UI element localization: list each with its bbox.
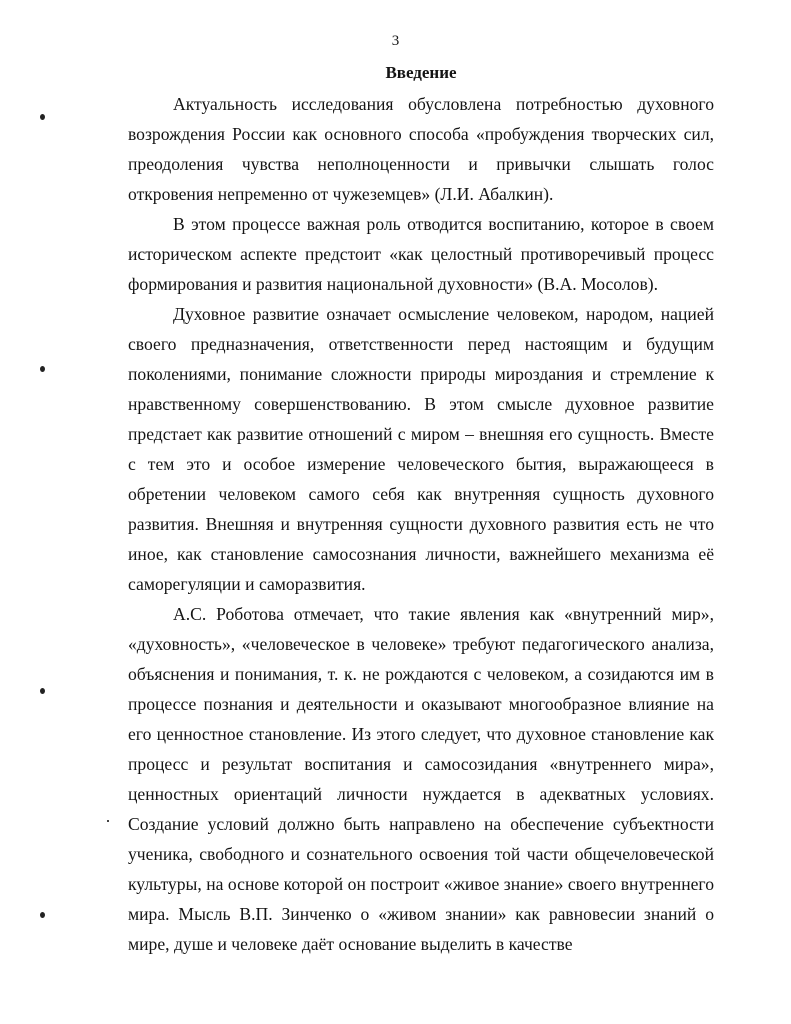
page-number: 3	[391, 33, 400, 49]
punch-mark	[40, 688, 45, 694]
paragraph-spiritual-development: Духовное развитие означает осмысление человеком, народом, нацией своего предназначения, ответственности перед настоящим и будущим поколениями, понимание сложности природы мироздания и стремление к нравственному совершенствованию. В этом смысле духовное развитие предстает как развитие отношений с миром – внешняя его сущность. Вместе с тем это и особое измерение человеческого бытия, выражающееся в обретении человеком самого себя как внутренняя сущность духовного развития. Внешняя и внутренняя сущности духовного развития есть не что иное, как становление самосознания личности, важнейшего механизма её саморегуляции и саморазвития.	[128, 304, 714, 594]
punch-mark	[40, 114, 45, 120]
section-heading: Введение	[385, 63, 457, 82]
paragraph-robotova: А.С. Роботова отмечает, что такие явления как «внутренний мир», «духовность», «человеческое в человеке» требуют педагогического анализа, объяснения и понимания, т. к. не рождаются с человеком, а созидаются им в процессе познания и деятельности и оказывают многообразное влияние на его ценностное становление. Из этого следует, что духовное становление как процесс и результат воспитания и самосозидания «внутреннего мира», ценностных ориентаций личности нуждается в адекватных условиях. Создание условий должно быть направлено на обеспечение субъектности ученика, свободного и сознательного освоения той части общечеловеческой культуры, на основе которой он построит «живое знание» своего внутреннего мира. Мысль В.П. Зинченко о «живом знании» как равновесии знаний о мире, душе и человеке даёт основание выделить в качестве	[128, 604, 714, 954]
scan-speck	[107, 820, 109, 822]
punch-mark	[40, 912, 45, 918]
body-text	[128, 89, 714, 959]
punch-mark	[40, 366, 45, 372]
paragraph-upbringing-role: В этом процессе важная роль отводится воспитанию, которое в своем историческом аспекте предстоит «как целостный противоречивый процесс формирования и развития национальной духовности» (В.А. Мосолов).	[128, 214, 714, 294]
paragraph-relevance: Актуальность исследования обусловлена потребностью духовного возрождения России как основного способа «пробуждения творческих сил, преодоления чувства неполноценности и привычки слышать голос откровения непременно от чужеземцев» (Л.И. Абалкин).	[128, 94, 714, 204]
